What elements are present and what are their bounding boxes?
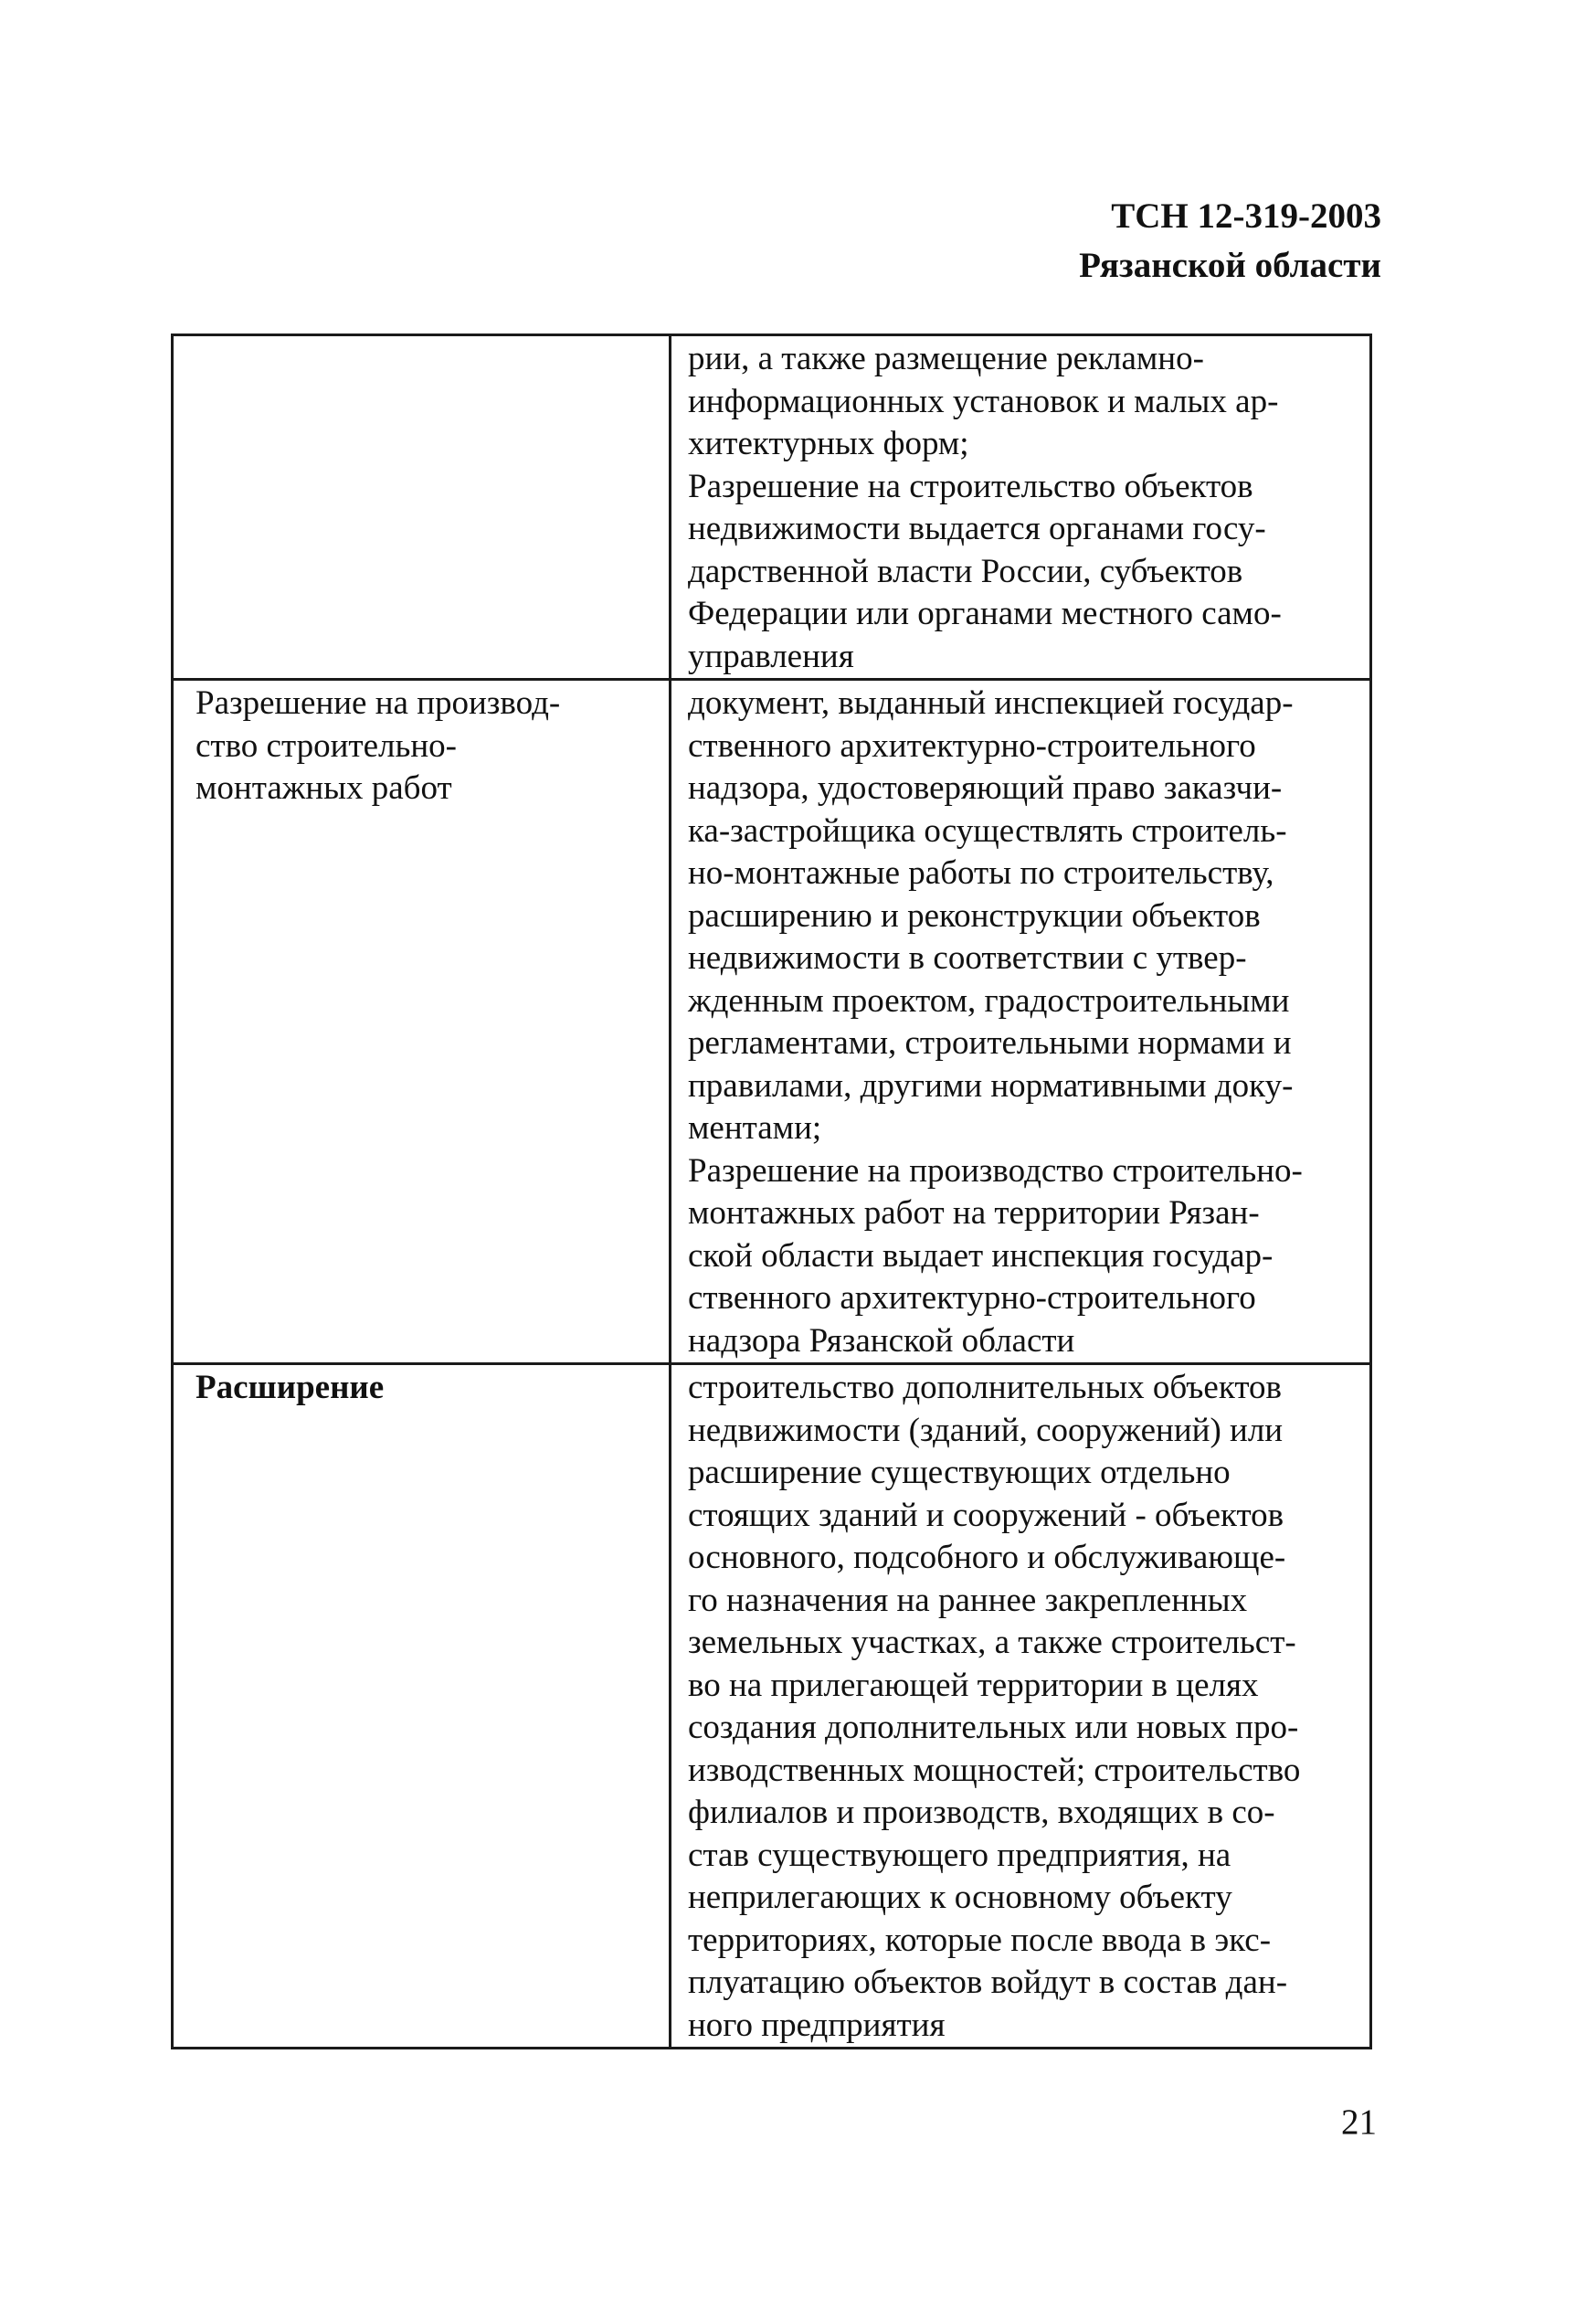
doc-code: ТСН 12-319-2003 [1111,196,1381,236]
page-number: 21 [1341,2102,1377,2142]
definition-paragraph: рии, а также размещение рекламно- информационных установок и малых ар- хитектурных форм; [688,340,1279,462]
document-header [1079,192,1381,291]
term-cell [173,680,671,1364]
definition-paragraph: строительство дополнительных объектов недвижимости (зданий, сооружений) или расширение существующих отдельно стоящих зданий и сооружений - объектов основного, подсобного и обслуживающе- го назначения на раннее закрепленных земельных участках, а также строительст- во на прилегающей территории в целях создания дополнительных или новых про- изводственных мощностей; строительство филиалов и производств, входящих в со- став существующего предприятия, на неприлегающих к основному объекту территориях, которые после ввода в экс- плуатацию объектов войдут в состав дан- ного предприятия [688,1369,1301,2044]
definition-paragraph: Разрешение на производство строительно- монтажных работ на территории Рязан- ской области выдает инспекция государ- ственного архитектурно-строительного надзора Рязанской области [688,1151,1303,1360]
definition-cell [671,1364,1371,2049]
term-cell [173,1364,671,2049]
table-row [173,335,1371,680]
definition-paragraph: документ, выданный инспекцией государ- ственного архитектурно-строительного надзора, удостоверяющий право заказчи- ка-застройщика осуществлять строитель- но-монтажные работы по строительству, расширению и реконструкции объектов недвижимости в соответствии с утвер- жденным проектом, градостроительными регламентами, строительными нормами и правилами, другими нормативными доку- ментами; [688,684,1294,1147]
definition-cell [671,335,1371,680]
table-row [173,1364,1371,2049]
definition-paragraph: Разрешение на строительство объектов недвижимости выдается органами госу- дарственной власти России, субъектов Федерации или органами местного само- управления [688,467,1282,675]
definition-cell [671,680,1371,1364]
term-cell [173,335,671,680]
region-name: Рязанской области [1079,246,1381,285]
table-row [173,680,1371,1364]
term-text: Разрешение на производ- ство строительно- монтажных работ [196,684,561,807]
term-text: Расширение [196,1369,385,1406]
definitions-table [171,334,1372,2049]
